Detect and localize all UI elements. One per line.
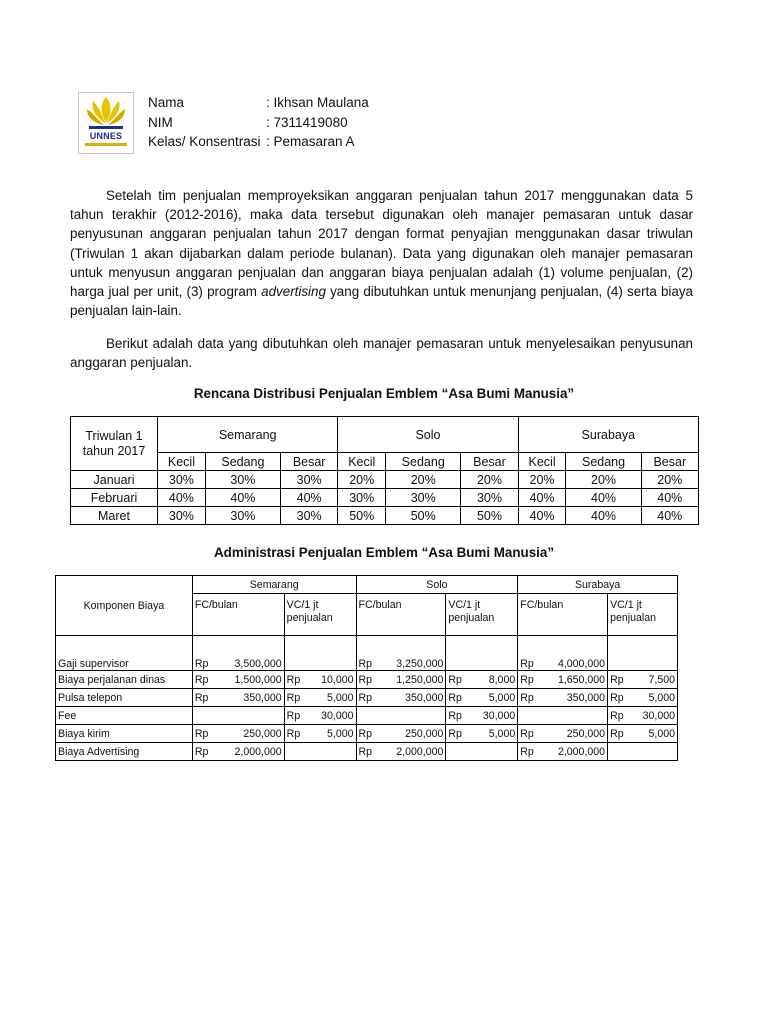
percent-cell: 40% [641, 489, 698, 507]
percent-cell: 20% [641, 471, 698, 489]
percent-cell: 50% [338, 507, 386, 525]
amount-cell [284, 689, 356, 707]
city-header: Semarang [192, 576, 356, 594]
month-cell: Februari [71, 489, 158, 507]
logo-emblem-icon [79, 93, 133, 133]
identity-row-nim [148, 113, 369, 133]
amount-wrap [520, 728, 605, 740]
amount-value: 30,000 [482, 709, 516, 722]
paragraph-data [70, 334, 693, 372]
amount-cell [608, 743, 678, 761]
cost-component-cell: Biaya perjalanan dinas [56, 671, 193, 689]
cost-rows [56, 636, 678, 761]
amount-cell [284, 636, 356, 671]
identity-label: Kelas/ Konsentrasi [148, 134, 261, 149]
city-header: Solo [338, 417, 518, 453]
amount-value: 250,000 [566, 727, 606, 740]
currency-label: Rp [610, 673, 624, 686]
size-header: Sedang [205, 453, 280, 471]
percent-cell: 30% [280, 507, 337, 525]
vc-header-line: penjualan [610, 612, 657, 624]
paragraph-intro-text: Setelah tim penjualan memproyeksikan anggaran penjualan tahun 2017 menggunakan data 5 tahun terakhir (2012-2016), maka data tersebut digunakan oleh manajer pemasaran untuk dasar penyusunan anggaran penjualan tahun 2017 dengan format penyajian menggunakan dasar triwulan (Triwulan 1 akan dijabarkan dalam periode bulanan). Data yang digunakan oleh manajer pemasaran untuk menyusun anggaran penjualan dan anggaran biaya penjualan adalah (1) volume penjualan, (2) harga jual per unit, (3) program [70, 188, 693, 300]
amount-cell [284, 671, 356, 689]
amount-cell [446, 725, 518, 743]
table-row [56, 636, 678, 671]
currency-label: Rp [520, 727, 534, 740]
currency-label: Rp [520, 673, 534, 686]
amount-value: 5,000 [488, 727, 516, 740]
amount-value: 1,250,000 [396, 673, 444, 686]
amount-cell [608, 707, 678, 725]
currency-label: Rp [610, 709, 624, 722]
amount-value: 250,000 [405, 727, 444, 740]
amount-value: 10,000 [321, 673, 354, 686]
size-header-row [71, 453, 699, 471]
table1-title: Rencana Distribusi Penjualan Emblem “Asa Bumi Manusia” [193, 386, 575, 401]
amount-wrap [520, 674, 605, 686]
amount-cell [356, 689, 446, 707]
currency-label: Rp [358, 727, 373, 740]
currency-label: Rp [358, 745, 373, 758]
amount-cell [192, 671, 284, 689]
amount-value: 2,000,000 [557, 745, 606, 758]
amount-wrap [195, 728, 282, 740]
sales-admin-table [55, 575, 678, 761]
amount-value: 2,000,000 [396, 745, 444, 758]
table1-corner [71, 417, 158, 471]
amount-cell [284, 725, 356, 743]
currency-label: Rp [358, 673, 373, 686]
amount-wrap [448, 674, 515, 686]
amount-wrap [195, 692, 282, 704]
amount-wrap [195, 746, 282, 758]
percent-cell: 20% [518, 471, 566, 489]
currency-label: Rp [610, 727, 624, 740]
percent-cell: 30% [158, 471, 206, 489]
percent-cell: 20% [338, 471, 386, 489]
currency-label: Rp [520, 691, 534, 704]
amount-wrap [287, 728, 354, 740]
amount-cell [192, 743, 284, 761]
amount-cell [446, 671, 518, 689]
size-header: Sedang [386, 453, 461, 471]
size-header: Besar [280, 453, 337, 471]
fc-header: FC/bulan [518, 594, 608, 636]
table-row [71, 471, 699, 489]
percent-cell: 40% [566, 489, 641, 507]
amount-value: 5,000 [648, 691, 675, 704]
amount-cell [284, 743, 356, 761]
identity-row-class [148, 132, 369, 152]
amount-wrap [287, 710, 354, 722]
table-row [56, 725, 678, 743]
percent-cell: 40% [205, 489, 280, 507]
amount-value: 350,000 [243, 691, 282, 704]
amount-wrap [520, 692, 605, 704]
table2-corner: Komponen Biaya [56, 576, 193, 636]
amount-cell [356, 636, 446, 671]
amount-cell [446, 743, 518, 761]
cost-component-cell: Biaya kirim [56, 725, 193, 743]
amount-value: 3,500,000 [234, 658, 282, 670]
percent-cell: 40% [566, 507, 641, 525]
amount-wrap [448, 692, 515, 704]
amount-cell [192, 725, 284, 743]
logo-underline [85, 143, 127, 146]
amount-wrap [448, 710, 515, 722]
amount-cell [284, 707, 356, 725]
cost-component-cell: Biaya Advertising [56, 743, 193, 761]
amount-wrap [448, 728, 515, 740]
amount-wrap [359, 746, 444, 758]
currency-label: Rp [194, 745, 209, 758]
amount-value: 3,250,000 [396, 658, 444, 670]
amount-wrap [359, 728, 444, 740]
amount-wrap [287, 674, 354, 686]
currency-label: Rp [448, 727, 462, 740]
amount-wrap [610, 728, 675, 740]
currency-label: Rp [448, 709, 462, 722]
corner-line: tahun 2017 [82, 443, 146, 458]
currency-label: Rp [520, 745, 534, 758]
identity-block [148, 93, 369, 152]
amount-cell [518, 707, 608, 725]
amount-value: 5,000 [327, 727, 354, 740]
percent-cell: 30% [386, 489, 461, 507]
currency-label: Rp [448, 673, 462, 686]
percent-cell: 20% [461, 471, 518, 489]
currency-label: Rp [194, 658, 209, 670]
currency-label: Rp [286, 673, 301, 686]
identity-label: NIM [148, 114, 173, 130]
fc-header: FC/bulan [356, 594, 446, 636]
amount-value: 250,000 [243, 727, 282, 740]
percent-cell: 30% [338, 489, 386, 507]
vc-header-line: VC/1 jt [610, 599, 642, 611]
paragraph-intro-text-end: yang dibutuhkan untuk menunjang penjualan, (4) serta biaya penjualan lain-lain. [70, 284, 693, 319]
logo-text: UNNES [89, 131, 123, 141]
unnes-logo [78, 92, 134, 154]
vc-header [284, 594, 356, 636]
cost-component-cell: Pulsa telepon [56, 689, 193, 707]
city-header: Solo [356, 576, 518, 594]
table-row [56, 689, 678, 707]
currency-label: Rp [448, 691, 462, 704]
amount-cell [446, 636, 518, 671]
percent-cell: 40% [158, 489, 206, 507]
amount-cell [518, 671, 608, 689]
currency-label: Rp [194, 727, 209, 740]
currency-label: Rp [286, 691, 301, 704]
size-header: Kecil [158, 453, 206, 471]
amount-value: 2,000,000 [234, 745, 282, 758]
month-cell: Januari [71, 471, 158, 489]
percent-cell: 30% [205, 471, 280, 489]
amount-wrap [359, 658, 444, 670]
amount-value: 30,000 [642, 709, 675, 722]
vc-header-line: VC/1 jt [286, 599, 319, 611]
percent-cell: 30% [205, 507, 280, 525]
size-header: Besar [641, 453, 698, 471]
corner-line: Triwulan 1 [85, 428, 143, 443]
table-row [56, 743, 678, 761]
amount-cell [518, 725, 608, 743]
month-cell: Maret [71, 507, 158, 525]
currency-label: Rp [358, 658, 373, 670]
vc-header-line: VC/1 jt [448, 599, 481, 611]
amount-cell [608, 636, 678, 671]
size-header: Kecil [518, 453, 566, 471]
percent-cell: 20% [566, 471, 641, 489]
identity-value: : Pemasaran A [266, 134, 355, 149]
cost-component-cell: Fee [56, 707, 193, 725]
table2-title: Administrasi Penjualan Emblem “Asa Bumi Manusia” [213, 545, 555, 560]
identity-value: : Ikhsan Maulana [266, 95, 369, 110]
percent-cell: 40% [641, 507, 698, 525]
amount-wrap [195, 658, 282, 670]
currency-label: Rp [286, 727, 301, 740]
amount-cell [608, 689, 678, 707]
percent-cell: 50% [461, 507, 518, 525]
amount-value: 7,500 [648, 673, 675, 686]
amount-wrap [610, 692, 675, 704]
currency-label: Rp [520, 658, 534, 670]
amount-cell [518, 636, 608, 671]
distribution-table [70, 416, 699, 525]
amount-value: 5,000 [648, 727, 675, 740]
amount-wrap [610, 674, 675, 686]
paragraph-data-text: Berikut adalah data yang dibutuhkan oleh manajer pemasaran untuk menyelesaikan penyusunan anggaran penjualan. [70, 336, 693, 371]
amount-cell [608, 671, 678, 689]
percent-cell: 30% [461, 489, 518, 507]
amount-wrap [195, 674, 282, 686]
identity-label: Nama [148, 95, 185, 110]
vc-header-line: penjualan [286, 612, 333, 624]
amount-value: 350,000 [566, 691, 606, 704]
amount-cell [608, 725, 678, 743]
currency-label: Rp [194, 673, 209, 686]
amount-cell [192, 707, 284, 725]
amount-value: 1,650,000 [557, 673, 606, 686]
paragraph-intro-italic: advertising [261, 284, 326, 300]
amount-cell [356, 707, 446, 725]
amount-value: 4,000,000 [557, 658, 606, 670]
percent-cell: 50% [386, 507, 461, 525]
identity-value: : 7311419080 [266, 114, 348, 130]
percent-cell: 40% [280, 489, 337, 507]
currency-label: Rp [194, 691, 209, 704]
amount-wrap [287, 692, 354, 704]
amount-wrap [520, 658, 605, 670]
city-header: Surabaya [518, 576, 678, 594]
percent-cell: 40% [518, 507, 566, 525]
city-header: Surabaya [518, 417, 698, 453]
size-header: Besar [461, 453, 518, 471]
paragraph-intro [70, 186, 693, 320]
amount-cell [518, 743, 608, 761]
amount-value: 30,000 [321, 709, 354, 722]
amount-value: 5,000 [327, 691, 354, 704]
vc-header [446, 594, 518, 636]
amount-cell [446, 707, 518, 725]
amount-wrap [359, 692, 444, 704]
amount-cell [192, 689, 284, 707]
amount-value: 1,500,000 [234, 673, 282, 686]
amount-wrap [359, 674, 444, 686]
cost-component-cell: Gaji supervisor [56, 636, 193, 671]
vc-header [608, 594, 678, 636]
amount-cell [446, 689, 518, 707]
currency-label: Rp [286, 709, 301, 722]
vc-header-line: penjualan [448, 612, 495, 624]
amount-cell [192, 636, 284, 671]
percent-cell: 40% [518, 489, 566, 507]
size-header: Kecil [338, 453, 386, 471]
percent-cell: 30% [280, 471, 337, 489]
identity-row-name [148, 93, 369, 113]
table-row [56, 671, 678, 689]
amount-cell [356, 743, 446, 761]
size-header: Sedang [566, 453, 641, 471]
amount-wrap [610, 710, 675, 722]
table-row [56, 707, 678, 725]
table-row [71, 507, 699, 525]
amount-cell [356, 725, 446, 743]
city-header: Semarang [158, 417, 338, 453]
amount-value: 350,000 [405, 691, 444, 704]
amount-cell [518, 689, 608, 707]
amount-wrap [520, 746, 605, 758]
amount-value: 8,000 [488, 673, 516, 686]
amount-cell [356, 671, 446, 689]
amount-value: 5,000 [488, 691, 516, 704]
percent-cell: 30% [158, 507, 206, 525]
fc-header: FC/bulan [192, 594, 284, 636]
currency-label: Rp [610, 691, 624, 704]
table-row [71, 489, 699, 507]
percent-cell: 20% [386, 471, 461, 489]
currency-label: Rp [358, 691, 373, 704]
